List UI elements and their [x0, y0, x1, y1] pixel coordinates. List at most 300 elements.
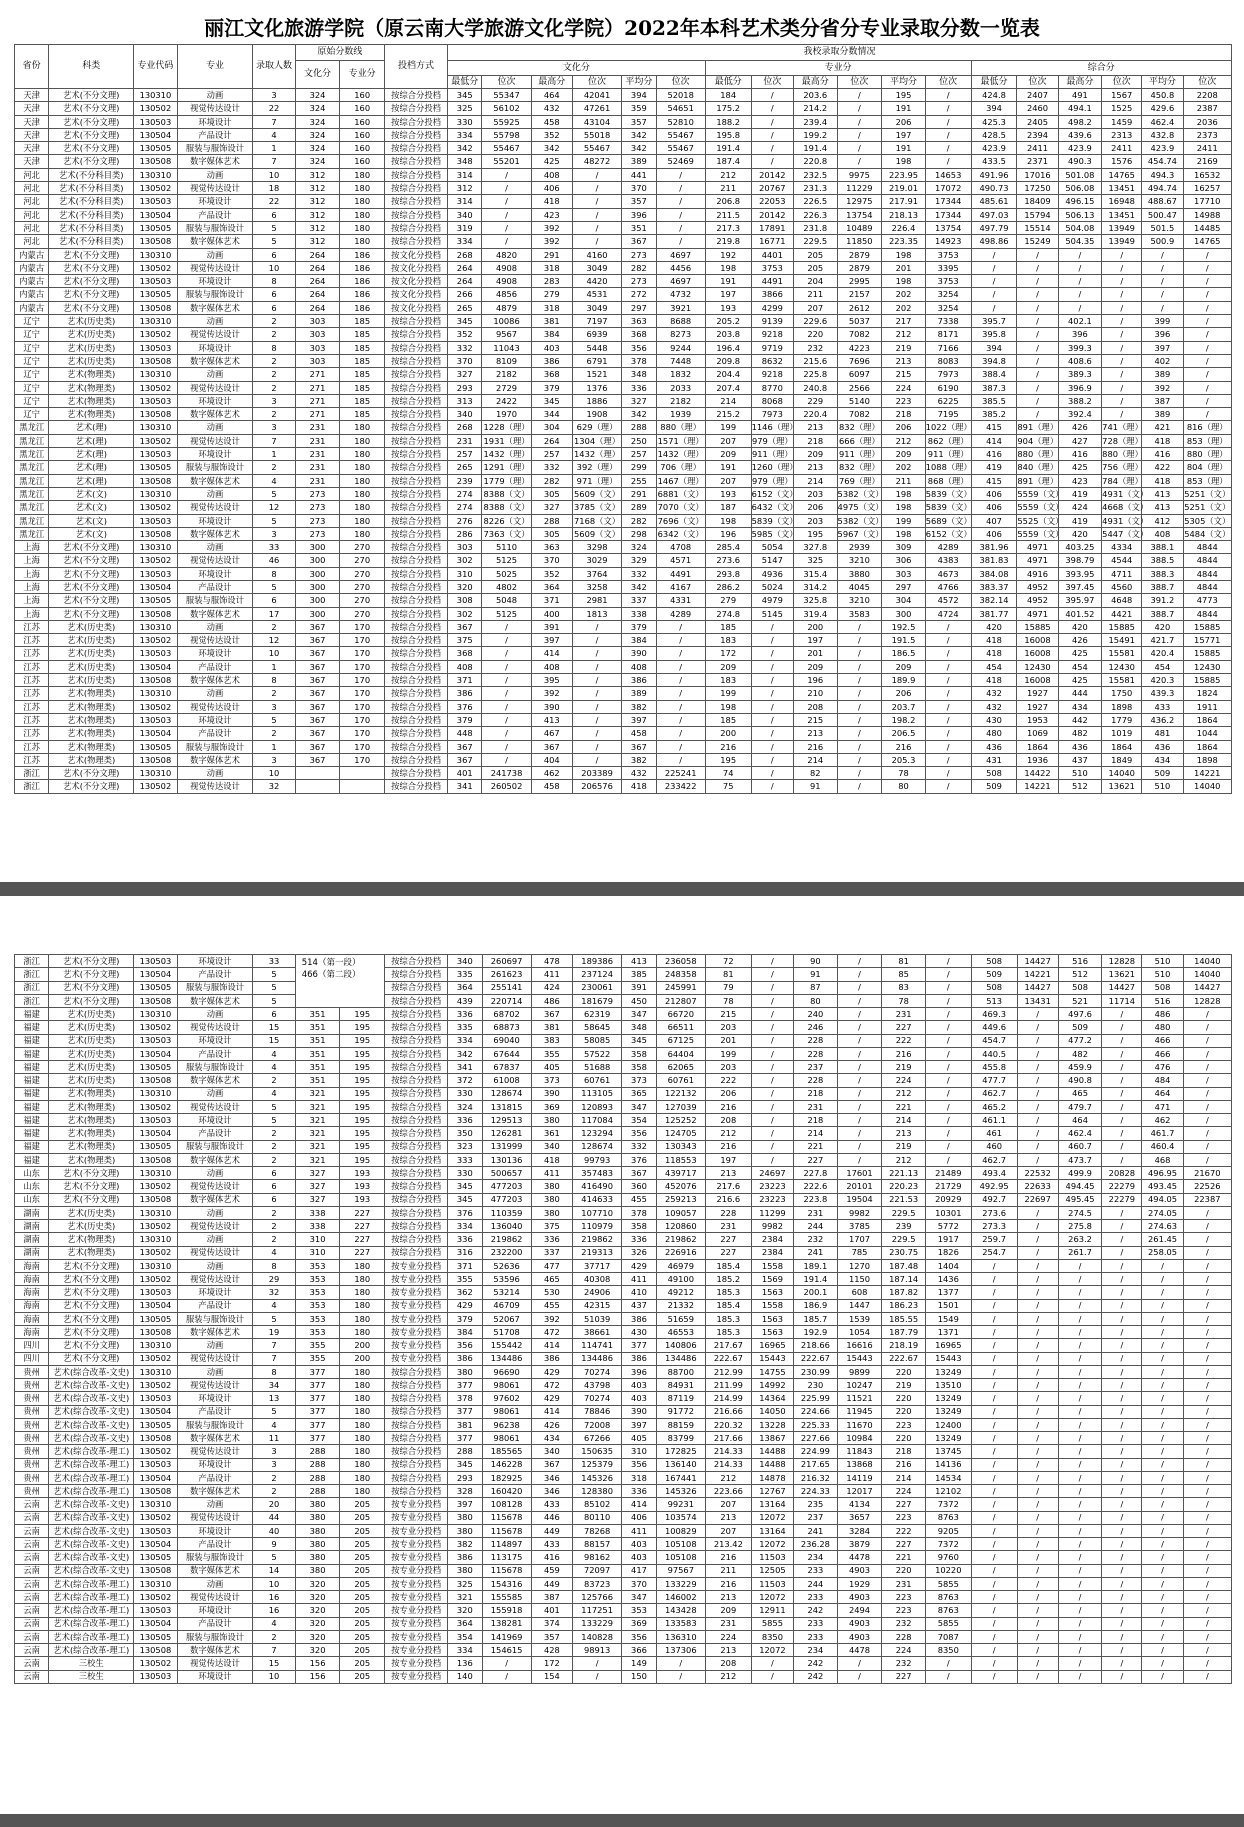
table-cell: 180 — [340, 182, 385, 195]
table-cell: 88700 — [656, 1365, 705, 1378]
table-cell: 367 — [295, 674, 340, 687]
table-cell: 动画 — [177, 168, 253, 181]
table-cell: 51708 — [482, 1326, 531, 1339]
table-cell: 324 — [295, 102, 340, 115]
table-cell: 231 — [882, 1577, 926, 1590]
table-cell: 天津 — [15, 142, 49, 155]
table-cell: 465 — [1058, 1087, 1102, 1100]
table-cell: 按综合分投档 — [385, 713, 448, 726]
table-cell: 数字媒体艺术 — [177, 1564, 253, 1577]
table-cell: 187.82 — [882, 1286, 926, 1299]
table-cell: 艺术(不分文理) — [49, 248, 134, 261]
table-cell: / — [1058, 1299, 1102, 1312]
table-cell: 1521 — [572, 368, 621, 381]
table-cell: / — [751, 1047, 793, 1060]
header-category: 科类 — [49, 45, 134, 89]
table-cell: 艺术(物理类) — [49, 687, 134, 700]
table-cell: 911（理） — [751, 449, 793, 460]
table-cell: / — [1183, 1286, 1231, 1299]
table-cell: / — [1102, 1524, 1142, 1537]
table-cell: 377 — [295, 1418, 340, 1431]
table-cell: 10 — [253, 1670, 295, 1683]
table-cell: / — [1142, 1511, 1183, 1524]
table-cell: 388.7 — [1142, 607, 1183, 620]
table-cell: 15581 — [1102, 674, 1142, 687]
table-cell: 17601 — [837, 1167, 882, 1180]
table-cell: 216 — [705, 1100, 751, 1113]
subheader-cell: 位次 — [572, 76, 621, 89]
table-cell: 按综合分投档 — [385, 1220, 448, 1233]
table-cell: 332 — [622, 567, 656, 580]
table-cell: 377 — [448, 1432, 482, 1445]
table-row — [15, 1153, 1232, 1166]
table-cell: 江苏 — [15, 727, 49, 740]
table-cell: 219862 — [573, 1233, 622, 1246]
table-cell: / — [925, 968, 971, 981]
table-cell: 271 — [295, 408, 340, 421]
table-cell: 5147 — [751, 554, 793, 567]
table-cell: 15 — [253, 1657, 295, 1670]
table-cell: 979（理） — [751, 435, 793, 446]
table-cell: 282 — [622, 514, 656, 527]
table-cell: 7696（文） — [657, 515, 704, 526]
table-cell: 9982 — [837, 1206, 882, 1219]
table-cell: 320 — [448, 1604, 482, 1617]
table-cell: 327 — [448, 368, 482, 381]
table-cell: 459.9 — [1058, 1061, 1102, 1074]
table-cell: / — [751, 89, 793, 102]
table-cell: 10220 — [925, 1564, 971, 1577]
table-cell: 按综合分投档 — [385, 1114, 448, 1127]
table-cell: 492.7 — [971, 1193, 1017, 1206]
table-cell: / — [1017, 1670, 1058, 1683]
table-cell: 5559（文） — [1017, 488, 1064, 499]
table-cell: 288 — [448, 1445, 482, 1458]
table-cell: 11229 — [837, 182, 882, 195]
table-cell: 336 — [448, 1233, 482, 1246]
table-cell: 180 — [340, 501, 385, 514]
table-cell: 207 — [705, 1498, 751, 1511]
table-cell: / — [1102, 248, 1142, 261]
table-cell: 392（理） — [572, 461, 621, 474]
table-cell: 10984 — [837, 1432, 882, 1445]
table-cell: 220714 — [482, 994, 531, 1007]
table-cell: 河北 — [15, 221, 49, 234]
table-cell: / — [1102, 1326, 1142, 1339]
table-cell: 853（理） — [1183, 434, 1232, 447]
table-cell: 7363（文） — [483, 528, 530, 539]
table-cell: 206 — [882, 421, 926, 434]
table-row — [15, 1511, 1232, 1524]
table-cell: 数字媒体艺术 — [177, 674, 253, 687]
table-cell: 艺术(不分科目类) — [49, 208, 134, 221]
table-cell: 艺术(不分科目类) — [49, 168, 134, 181]
table-row — [15, 208, 1232, 221]
table-cell: 203 — [705, 1061, 751, 1074]
table-cell: 355 — [295, 1352, 340, 1365]
table-cell: 7973 — [751, 408, 793, 421]
table-cell: 488.67 — [1142, 195, 1183, 208]
table-cell: 450.8 — [1142, 89, 1183, 102]
table-cell: 14 — [253, 1564, 295, 1577]
table-row — [15, 700, 1232, 713]
table-cell: 99231 — [656, 1498, 705, 1511]
table-cell: 380 — [448, 1524, 482, 1537]
table-cell: 408.6 — [1058, 354, 1102, 367]
table-row — [15, 955, 1232, 968]
table-row — [15, 408, 1232, 421]
table-cell: / — [1017, 1312, 1058, 1325]
table-cell: 2157 — [837, 288, 882, 301]
table-cell: 386 — [531, 354, 572, 367]
table-cell: 14765 — [1183, 235, 1232, 248]
table-cell: 362 — [448, 1286, 482, 1299]
table-row — [15, 1591, 1232, 1604]
table-cell: 2 — [253, 381, 295, 394]
table-cell: 33 — [253, 541, 295, 554]
table-cell: 345 — [448, 1458, 482, 1471]
table-cell: 154316 — [482, 1577, 531, 1590]
table-cell: 23223 — [751, 1193, 793, 1206]
table-cell: 321 — [295, 1100, 340, 1113]
table-cell: / — [1183, 1445, 1231, 1458]
table-cell: 868（理） — [925, 474, 971, 487]
table-cell: 7448 — [656, 354, 705, 367]
table-cell: 环境设计 — [177, 1458, 253, 1471]
table-cell: 212 — [705, 1670, 751, 1683]
table-cell: 4668（文） — [1102, 502, 1149, 513]
table-cell: 425 — [1058, 674, 1102, 687]
table-cell: 480 — [1142, 1021, 1183, 1034]
table-cell: 130508 — [134, 474, 178, 487]
table-cell: 138281 — [482, 1617, 531, 1630]
table-cell: 11503 — [751, 1577, 793, 1590]
table-cell: 云南 — [15, 1564, 49, 1577]
table-cell: 391.2 — [1142, 594, 1183, 607]
table-cell: 福建 — [15, 1034, 49, 1047]
table-cell: 297 — [882, 580, 926, 593]
table-cell: 55201 — [482, 155, 531, 168]
table-row — [15, 1458, 1232, 1471]
table-cell: 473.7 — [1058, 1153, 1102, 1166]
table-cell: 227.8 — [794, 1167, 838, 1180]
table-cell: 130508 — [134, 1326, 178, 1339]
table-cell: 180 — [340, 514, 385, 527]
table-cell: 6 — [253, 594, 295, 607]
table-cell: 17344 — [925, 208, 971, 221]
subheader-cell: 最低分 — [971, 76, 1017, 89]
table-cell: 368 — [531, 368, 572, 381]
table-cell: 383.37 — [971, 580, 1017, 593]
table-cell: / — [751, 1114, 793, 1127]
table-cell: 56102 — [482, 102, 531, 115]
table-cell: 115678 — [482, 1511, 531, 1524]
table-cell: 380 — [531, 1114, 572, 1127]
table-cell: 327.8 — [794, 541, 838, 554]
table-row — [15, 1047, 1232, 1060]
table-cell: / — [837, 955, 882, 968]
table-cell: 20767 — [751, 182, 793, 195]
table-cell: 20 — [253, 1498, 295, 1511]
table-cell: 6881（文） — [657, 488, 704, 499]
table-cell: 785 — [837, 1246, 882, 1259]
table-cell: / — [1183, 1153, 1231, 1166]
table-cell: 2384 — [751, 1246, 793, 1259]
table-cell: 13451 — [1102, 208, 1142, 221]
table-cell: 内蒙古 — [15, 275, 49, 288]
table-cell: 环境设计 — [177, 341, 253, 354]
table-cell: / — [1017, 1498, 1058, 1511]
table-cell: 351 — [295, 1047, 340, 1060]
table-cell: 河北 — [15, 235, 49, 248]
table-cell: / — [925, 780, 971, 793]
table-cell: 3029 — [572, 554, 621, 567]
table-cell: 1069 — [1017, 727, 1058, 740]
table-cell: / — [971, 1604, 1017, 1617]
table-cell: 454.7 — [971, 1034, 1017, 1047]
table-cell: 336 — [531, 1233, 572, 1246]
table-cell: 215 — [794, 713, 838, 726]
table-cell: 46 — [253, 554, 295, 567]
table-cell: 288 — [295, 1445, 340, 1458]
table-cell: 172825 — [656, 1445, 705, 1458]
table-cell: 324 — [448, 1100, 482, 1113]
table-cell: 视觉传达设计 — [177, 1511, 253, 1524]
table-cell: 160 — [340, 142, 385, 155]
table-cell: 视觉传达设计 — [177, 328, 253, 341]
table-cell: 464 — [531, 89, 572, 102]
table-cell: 艺术(不分文理) — [49, 1312, 134, 1325]
table-cell: 461 — [971, 1127, 1017, 1140]
table-cell: 236.28 — [794, 1538, 838, 1551]
table-cell: 105108 — [656, 1538, 705, 1551]
table-cell: 按综合分投档 — [385, 700, 448, 713]
table-cell: 344 — [531, 408, 572, 421]
table-cell: 1525 — [1102, 102, 1142, 115]
header-code: 专业代码 — [134, 45, 178, 89]
table-cell: 215.2 — [705, 408, 751, 421]
table-cell: / — [1142, 1458, 1183, 1471]
table-cell: 509 — [1058, 1021, 1102, 1034]
table-row — [15, 221, 1232, 234]
table-cell: 动画 — [177, 1259, 253, 1272]
table-cell: 193 — [705, 487, 751, 500]
table-cell: 艺术(文) — [49, 527, 134, 540]
table-cell: 347 — [622, 1008, 656, 1021]
table-cell: 257 — [531, 448, 572, 461]
table-cell: 数字媒体艺术 — [177, 155, 253, 168]
table-cell: 8388（文） — [483, 488, 530, 499]
table-cell: 370 — [448, 354, 482, 367]
table-cell: 388.2 — [1058, 394, 1102, 407]
table-cell: 艺术(综合改革-理工) — [49, 1471, 134, 1484]
table-cell: 242 — [794, 1604, 838, 1617]
table-cell: / — [1142, 1339, 1183, 1352]
table-cell: 环境设计 — [177, 1524, 253, 1537]
table-cell: 213 — [794, 727, 838, 740]
table-cell: 产品设计 — [177, 660, 253, 673]
table-cell: 274.63 — [1142, 1220, 1183, 1233]
table-cell: 180 — [340, 474, 385, 487]
table-cell: 340 — [448, 408, 482, 421]
table-cell: 300 — [295, 567, 340, 580]
subheader-cell: 最高分 — [794, 76, 838, 89]
table-cell: / — [925, 115, 971, 128]
table-cell: / — [925, 955, 971, 968]
table-cell: 372 — [448, 1074, 482, 1087]
table-cell: 艺术(不分文理) — [49, 1273, 134, 1286]
table-cell: 261.45 — [1142, 1233, 1183, 1246]
table-row — [15, 994, 1232, 1007]
table-cell: 310 — [295, 1246, 340, 1259]
table-cell: 6 — [253, 1008, 295, 1021]
table-cell: 219 — [882, 341, 926, 354]
table-cell: 340 — [448, 208, 482, 221]
table-cell: 按综合分投档 — [385, 102, 448, 115]
table-cell: / — [1142, 1392, 1183, 1405]
table-cell: 18 — [253, 182, 295, 195]
table-cell: 385.5 — [971, 394, 1017, 407]
table-cell: 浙江 — [15, 955, 49, 968]
table-cell: 5 — [253, 1312, 295, 1325]
table-cell: 378 — [622, 1206, 656, 1219]
table-cell: / — [1102, 1644, 1142, 1657]
table-cell: / — [1017, 1114, 1058, 1127]
table-cell: / — [837, 89, 882, 102]
table-cell: 按综合分投档 — [385, 1140, 448, 1153]
table-cell: 186.5 — [882, 647, 926, 660]
table-cell: 293.8 — [705, 567, 751, 580]
table-row — [15, 182, 1232, 195]
table-cell: 江苏 — [15, 687, 49, 700]
table-cell: / — [1102, 1392, 1142, 1405]
table-row — [15, 981, 1232, 994]
table-cell: / — [1183, 1458, 1231, 1471]
table-cell: 3879 — [837, 1538, 882, 1551]
table-cell: 321 — [448, 1591, 482, 1604]
table-cell: 383 — [531, 1034, 572, 1047]
table-cell: 12 — [253, 634, 295, 647]
table-cell: / — [1183, 1273, 1231, 1286]
table-cell: / — [971, 1352, 1017, 1365]
table-cell: 环境设计 — [177, 955, 253, 968]
table-cell: 12017 — [837, 1485, 882, 1498]
table-cell: 2384 — [751, 1233, 793, 1246]
table-cell: 5 — [253, 1405, 295, 1418]
table-cell: 4975（文） — [837, 502, 884, 513]
table-row — [15, 1273, 1232, 1286]
table-cell: 福建 — [15, 1008, 49, 1021]
table-cell: 15885 — [1183, 620, 1232, 633]
table-cell: 180 — [340, 1432, 385, 1445]
table-cell: 367 — [448, 753, 482, 766]
table-cell: 198 — [705, 514, 751, 527]
table-cell: 224 — [882, 1485, 926, 1498]
table-cell: 1917 — [925, 1233, 971, 1246]
table-cell: / — [1017, 1220, 1058, 1233]
table-cell: 380 — [448, 1365, 482, 1378]
table-cell: 224.99 — [794, 1445, 838, 1458]
table-cell: 2 — [253, 1233, 295, 1246]
table-cell: 9567 — [482, 328, 531, 341]
table-cell: 388.3 — [1142, 567, 1183, 580]
table-row — [15, 1352, 1232, 1365]
table-cell: 146002 — [656, 1591, 705, 1604]
table-cell: 3753 — [925, 275, 971, 288]
table-cell: 416 — [1142, 448, 1183, 461]
table-cell: 218 — [882, 408, 926, 421]
table-cell: 11850 — [837, 235, 882, 248]
table-cell: 388.4 — [971, 368, 1017, 381]
table-cell: 203.6 — [794, 89, 838, 102]
table-cell: 4931（文） — [1102, 515, 1149, 526]
table-cell: 1886 — [572, 394, 621, 407]
table-cell: 视觉传达设计 — [177, 182, 253, 195]
table-cell: 264 — [531, 434, 572, 447]
table-cell: 四川 — [15, 1352, 49, 1365]
table-cell: 312 — [295, 221, 340, 234]
table-cell: 728（理） — [1102, 435, 1143, 446]
table-cell: 291 — [622, 487, 656, 500]
table-cell: 510 — [1142, 968, 1183, 981]
table-cell: / — [1142, 1630, 1183, 1643]
table-cell: 232 — [882, 1617, 926, 1630]
table-cell: 11503 — [751, 1551, 793, 1564]
table-cell: / — [1102, 1087, 1142, 1100]
table-cell: 195 — [340, 1021, 385, 1034]
table-cell: 4420 — [572, 275, 621, 288]
table-cell: 130310 — [134, 767, 178, 780]
table-cell: 264 — [295, 261, 340, 274]
table-cell: 120893 — [573, 1100, 622, 1113]
table-cell: 405 — [622, 1432, 656, 1445]
table-cell: 439 — [448, 994, 482, 1007]
table-cell: 2 — [253, 1485, 295, 1498]
table-cell: 355 — [295, 1339, 340, 1352]
table-cell: 按综合分投档 — [385, 461, 448, 474]
table-cell: 艺术(不分文理) — [49, 554, 134, 567]
table-cell: 198 — [882, 248, 926, 261]
table-cell: 440.5 — [971, 1047, 1017, 1060]
table-cell: 218.19 — [882, 1339, 926, 1352]
table-cell: 891（理） — [1017, 475, 1059, 486]
table-cell: 22 — [253, 195, 295, 208]
table-cell: 环境设计 — [177, 713, 253, 726]
table-cell: 421 — [1142, 421, 1183, 434]
table-cell: 195 — [340, 1061, 385, 1074]
table-cell: 艺术(不分文理) — [49, 767, 134, 780]
table-cell: 512 — [1058, 968, 1102, 981]
table-cell: 351 — [295, 1074, 340, 1087]
table-cell: / — [1183, 328, 1232, 341]
table-cell: 按综合分投档 — [385, 1021, 448, 1034]
table-cell: / — [837, 1034, 882, 1047]
table-cell: 418 — [971, 674, 1017, 687]
table-cell: 14136 — [925, 1458, 971, 1471]
table-row — [15, 687, 1232, 700]
table-cell: 数字媒体艺术 — [177, 1644, 253, 1657]
table-cell: / — [656, 687, 705, 700]
table-cell: 229.5 — [794, 235, 838, 248]
table-cell: 380 — [531, 1193, 572, 1206]
table-cell: 130502 — [134, 1220, 178, 1233]
table-cell: / — [656, 208, 705, 221]
table-cell: 224 — [705, 1630, 751, 1643]
table-cell: / — [971, 1644, 1017, 1657]
table-row — [15, 1644, 1232, 1657]
table-cell: 268 — [448, 248, 482, 261]
table-cell: 1779 — [1102, 713, 1142, 726]
